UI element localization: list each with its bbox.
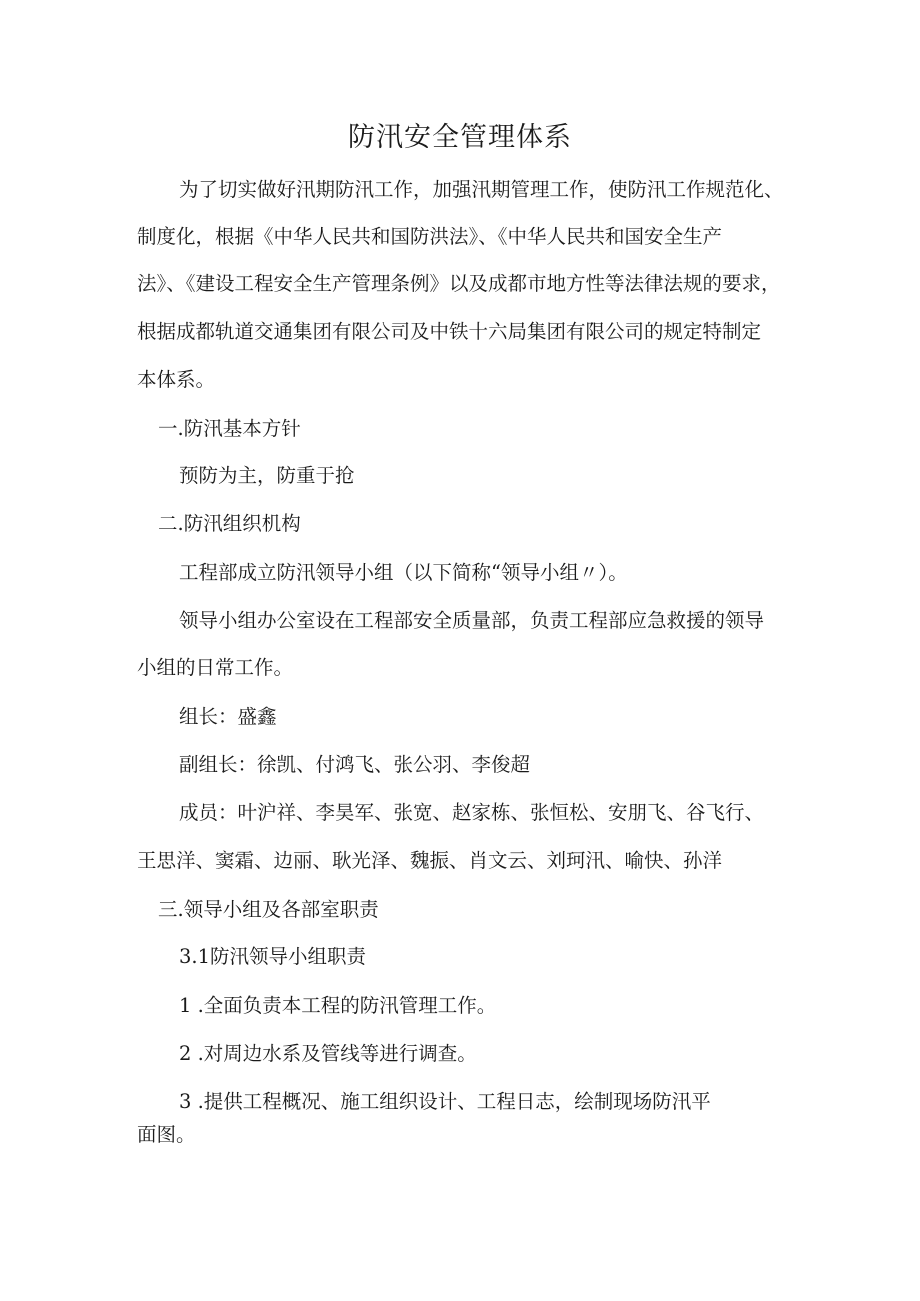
section2-paragraph-2-line-2: 小组的日常工作。 bbox=[137, 656, 294, 679]
section1-heading: 一.防汛基本方针 bbox=[158, 417, 301, 440]
duty-item-2: 2 .对周边水系及管线等进行调查。 bbox=[179, 1042, 477, 1065]
section2-paragraph-1: 工程部成立防汛领导小组（以下简称“领导小组〃）。 bbox=[179, 561, 628, 584]
subsection-3-1-heading: 3.1防汛领导小组职责 bbox=[179, 945, 367, 968]
section2-paragraph-2-line-1: 领导小组办公室设在工程部安全质量部，负责工程部应急救援的领导 bbox=[179, 609, 765, 632]
deputy-leaders-line: 副组长：徐凯、付鸿飞、张公羽、李俊超 bbox=[179, 753, 531, 776]
leader-line: 组长：盛鑫 bbox=[179, 705, 277, 728]
section1-text: 预防为主，防重于抢 bbox=[179, 464, 355, 487]
section2-heading: 二.防汛组织机构 bbox=[158, 512, 301, 535]
intro-line-1: 为了切实做好汛期防汛工作，加强汛期管理工作，使防汛工作规范化、 bbox=[179, 178, 784, 201]
intro-line-5: 本体系。 bbox=[137, 368, 216, 391]
section3-heading: 三.领导小组及各部室职责 bbox=[158, 898, 379, 921]
intro-line-2: 制度化，根据《中华人民共和国防洪法》、《中华人民共和国安全生产 bbox=[137, 225, 723, 248]
document-title: 防汛安全管理体系 bbox=[348, 122, 572, 153]
intro-line-3: 法》、《建设工程安全生产管理条例》以及成都市地方性等法律法规的要求， bbox=[137, 272, 781, 295]
duty-item-3-continuation: 面图。 bbox=[137, 1123, 196, 1146]
intro-line-4: 根据成都轨道交通集团有限公司及中铁十六局集团有限公司的规定特制定 bbox=[137, 320, 762, 343]
members-line-2: 王思洋、窦霜、边丽、耿光泽、魏振、肖文云、刘珂汛、喻快、孙洋 bbox=[137, 849, 723, 872]
members-line-1: 成员：叶沪祥、李昊军、张宽、赵家栋、张恒松、安朋飞、谷飞行、 bbox=[179, 801, 765, 824]
duty-item-3: 3 .提供工程概况、施工组织设计、工程日志，绘制现场防汛平 bbox=[179, 1090, 711, 1113]
duty-item-1: 1 .全面负责本工程的防汛管理工作。 bbox=[179, 994, 497, 1017]
